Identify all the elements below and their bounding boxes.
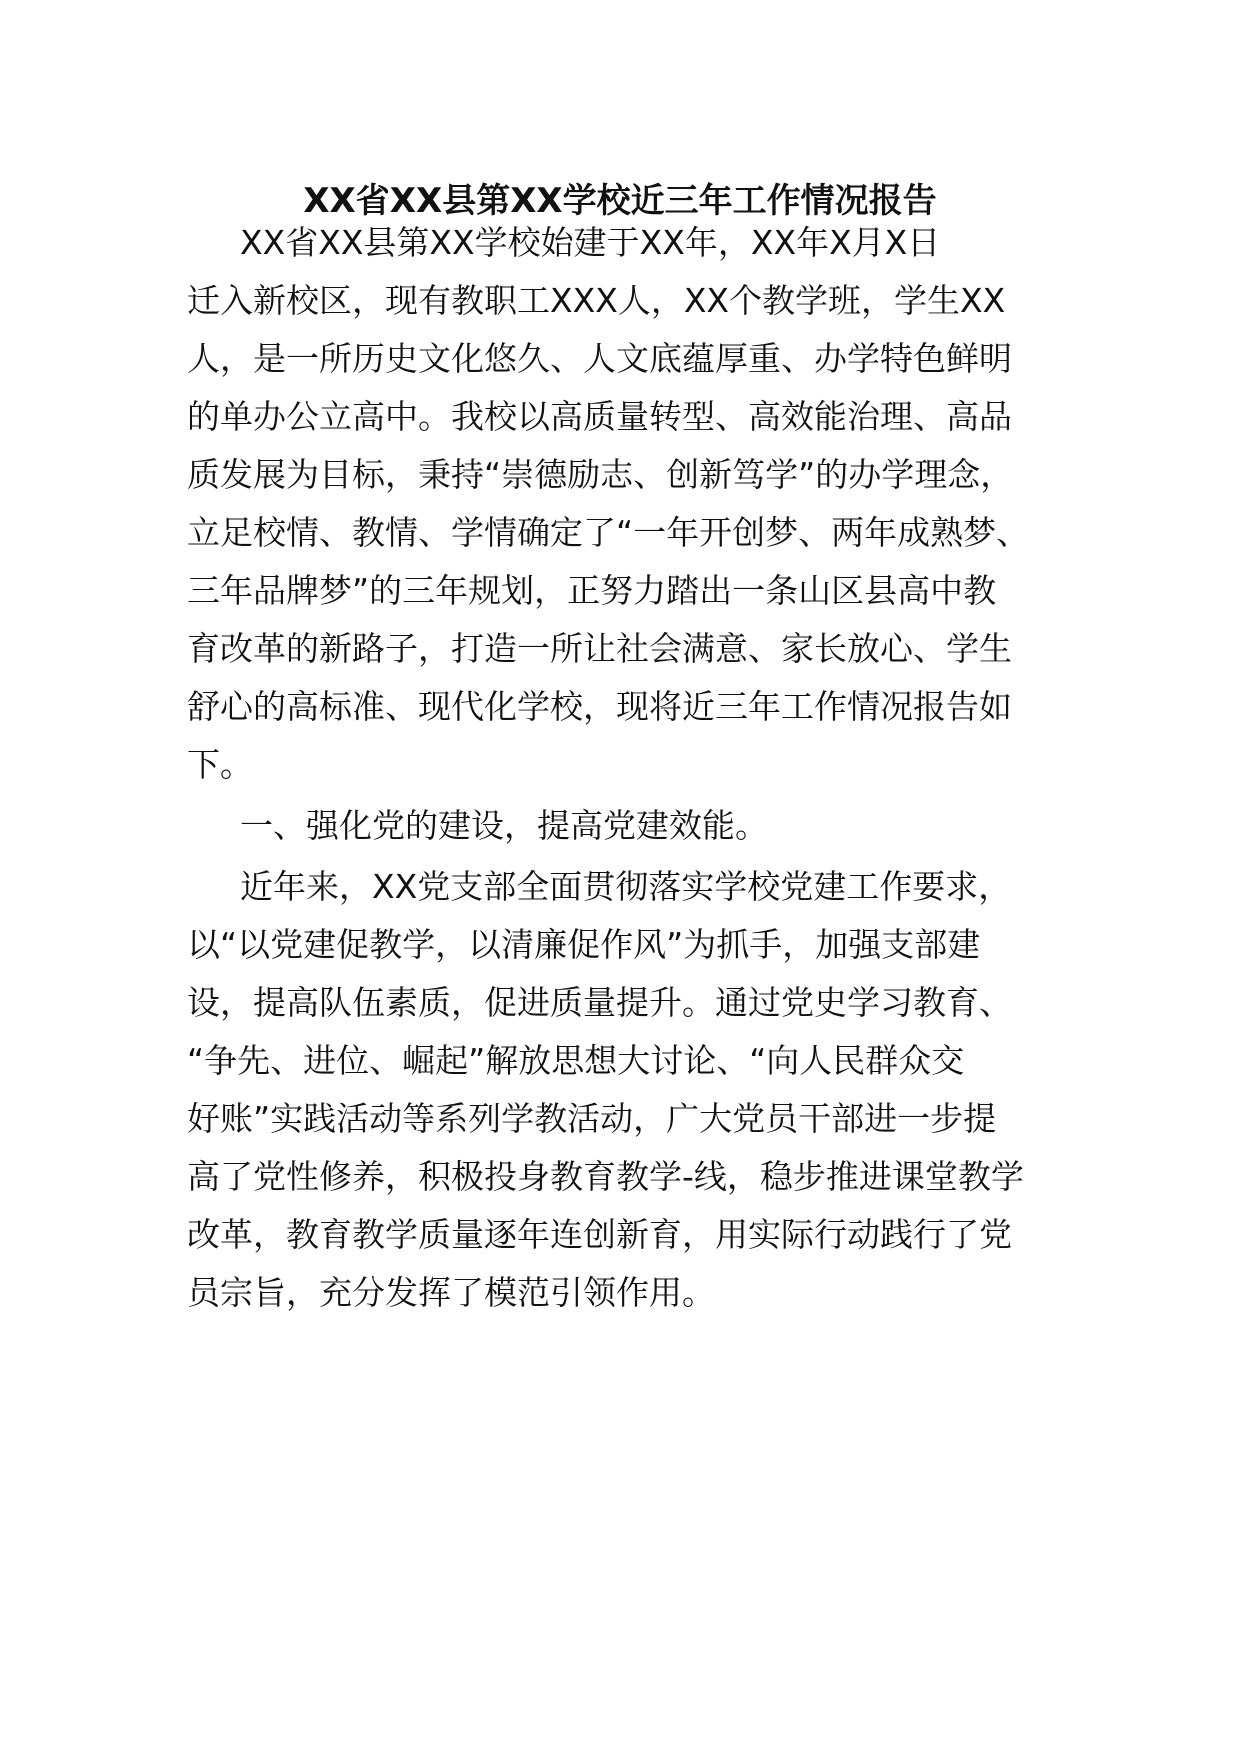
- paragraph-line: “争先、进位、崛起”解放思想大讨论、“向人民群众交: [187, 1041, 965, 1080]
- paragraph-line: 育改革的新路子，打造一所让社会满意、家长放心、学生: [187, 629, 1012, 668]
- paragraph-line: 迁入新校区，现有教职工XXX人，XX个教学班，学生XX: [187, 281, 1006, 320]
- paragraph-line: 质发展为目标，秉持“崇德励志、创新笃学”的办学理念，: [187, 455, 1014, 494]
- paragraph-line: 改革，教育教学质量逐年连创新育，用实际行动践行了党: [187, 1215, 1012, 1254]
- paragraph-line: 近年来，XX党支部全面贯彻落实学校党建工作要求，: [240, 867, 1012, 906]
- paragraph-line: 人，是一所历史文化悠久、人文底蕴厚重、办学特色鲜明: [187, 339, 1012, 378]
- paragraph-line: 的单办公立高中。我校以高质量转型、高效能治理、高品: [187, 397, 1012, 436]
- paragraph-line: 三年品牌梦”的三年规划，正努力踏出一条山区县高中教: [187, 571, 997, 610]
- paragraph-line: 设，提高队伍素质，促进质量提升。通过党史学习教育、: [187, 983, 1012, 1022]
- paragraph-line: 立足校情、教情、学情确定了“一年开创梦、两年成熟梦、: [187, 513, 1030, 552]
- paragraph-line: 好账”实践活动等系列学教活动，广大党员干部进一步提: [187, 1099, 997, 1138]
- paragraph-line: 高了党性修养，积极投身教育教学-线，稳步推进课堂教学: [187, 1157, 1024, 1196]
- paragraph-line: 以“以党建促教学，以清廉促作风”为抓手，加强支部建: [187, 925, 981, 964]
- document-title: XX省XX县第XX学校近三年工作情况报告: [303, 181, 937, 221]
- paragraph-line: 员宗旨，充分发挥了模范引领作用。: [187, 1273, 715, 1312]
- paragraph-line: XX省XX县第XX学校始建于XX年，XX年X月X日: [240, 223, 941, 262]
- section-heading: 一、强化党的建设，提高党建效能。: [240, 806, 768, 845]
- paragraph-line: 舒心的高标准、现代化学校，现将近三年工作情况报告如: [187, 687, 1012, 726]
- paragraph-line: 下。: [187, 745, 253, 784]
